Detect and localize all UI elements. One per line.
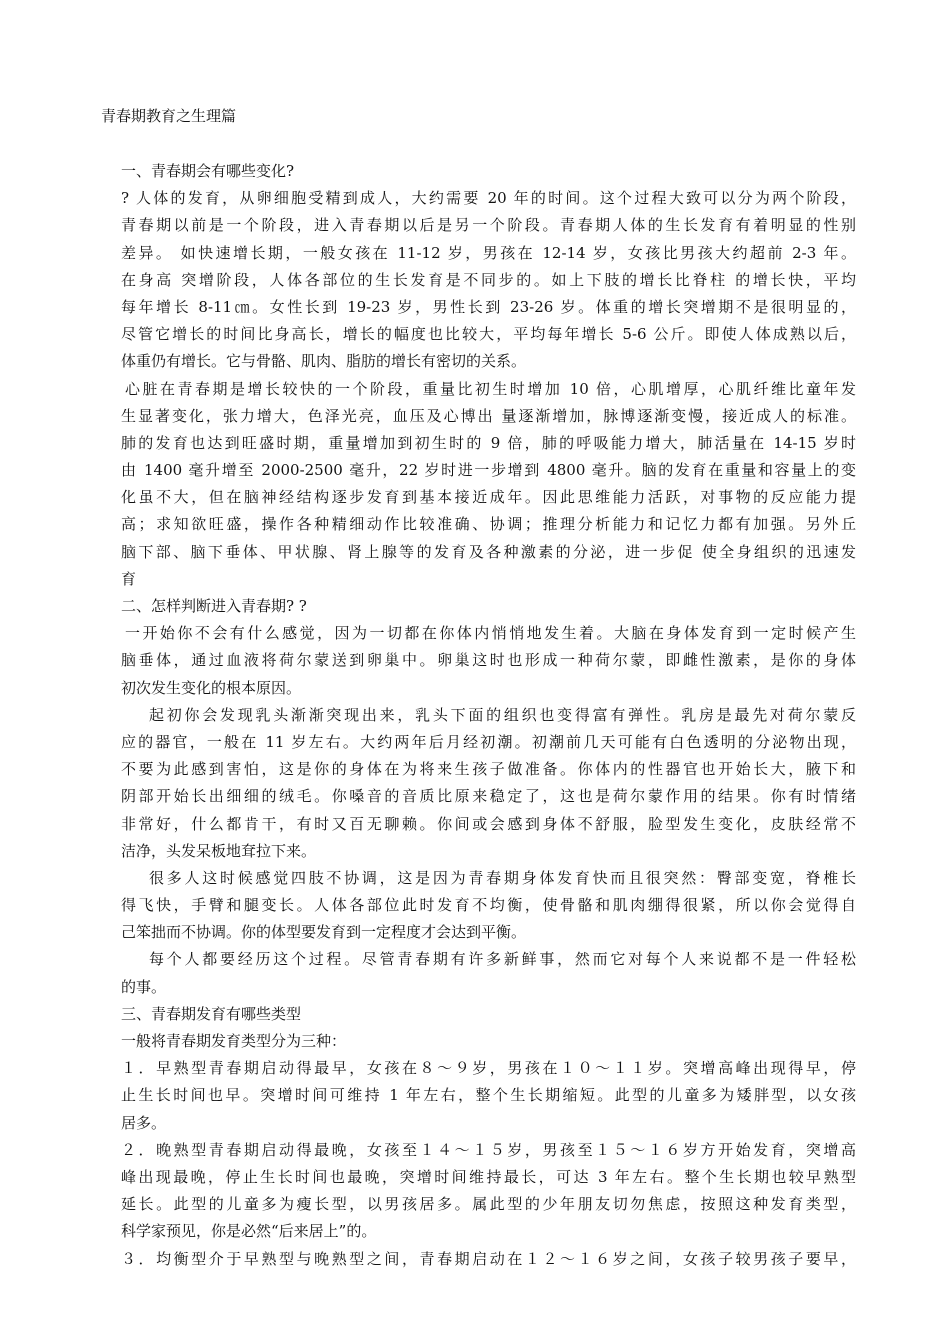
text-line: 得飞快，手臂和腿变长。人体各部位此时发育不均衡，使骨骼和肌肉绷得很紧，所以你会觉得自: [121, 896, 856, 915]
text-line: ３．均衡型介于早熟型与晚熟型之间，青春期启动在１２～１６岁之间，女孩子较男孩子要早，: [121, 1249, 856, 1268]
text-line: 由 1400 毫升增至 2000-2500 毫升，22 岁时进一步增到 4800 毫升。脑的发育在重量和容量上的变: [121, 461, 856, 480]
section-heading: 三、青春期发育有哪些类型: [121, 1004, 302, 1023]
text-line: 脑垂体，通过血液将荷尔蒙送到卵巢中。卵巢这时也形成一种荷尔蒙，即雌性激素，是你的身体: [121, 651, 856, 670]
text-line: 初次发生变化的根本原因。: [121, 678, 302, 697]
text-line: 己笨拙而不协调。你的体型要发育到一定程度才会达到平衡。: [121, 923, 527, 942]
document-title: 青春期教育之生理篇: [101, 107, 237, 125]
text-line: 不要为此感到害怕，这是你的身体在为将来生孩子做准备。你体内的性器官也开始长大，腋下和: [121, 760, 856, 779]
text-line: 青春期以前是一个阶段，进入青春期以后是另一个阶段。青春期人体的生长发育有着明显的性别: [121, 216, 856, 235]
text-line: 止生长时间也早。突增时间可维持 1 年左右，整个生长期缩短。此型的儿童多为矮胖型，以女孩: [121, 1086, 856, 1105]
text-line: 非常好，什么都肯干，有时又百无聊赖。你间或会感到身体不舒服，脸型发生变化，皮肤经常不: [121, 814, 856, 833]
text-line: 尽管它增长的时间比身高长，增长的幅度也比较大，平均每年增长 5-6 公斤。即使人体成熟以后，: [121, 325, 856, 344]
text-line: 体重仍有增长。它与骨骼、肌肉、脂肪的增长有密切的关系。: [121, 352, 527, 371]
text-line: 应的器官，一般在 11 岁左右。大约两年后月经初潮。初潮前几天可能有白色透明的分泌物出现，: [121, 732, 856, 751]
text-line: 科学家预见，你是必然“后来居上”的。: [121, 1222, 377, 1241]
text-line: 居多。: [121, 1113, 167, 1132]
text-line: 育: [121, 569, 137, 588]
text-line: １．早熟型青春期启动得最早，女孩在８～９岁，男孩在１０～１１岁。突增高峰出现得早，停: [121, 1059, 856, 1078]
text-line: 洁净，头发呆板地耷拉下来。: [121, 841, 317, 860]
text-line: ? 人体的发育，从卵细胞受精到成人，大约需要 20 年的时间。这个过程大致可以分为两个阶段，: [121, 189, 856, 208]
text-line: 一开始你不会有什么感觉，因为一切都在你体内悄悄地发生着。大脑在身体发育到一定时候产生: [125, 624, 856, 643]
text-line: 化虽不大，但在脑神经结构逐步发育到基本接近成年。因此思维能力活跃，对事物的反应能力提: [121, 488, 856, 507]
section-heading: 二、怎样判断进入青春期? ?: [121, 597, 307, 615]
text-line: 心脏在青春期是增长较快的一个阶段，重量比初生时增加 10 倍，心肌增厚，心肌纤维比童年发: [125, 379, 856, 398]
section-heading: 一、青春期会有哪些变化?: [121, 162, 295, 180]
text-line: 肺的发育也达到旺盛时期，重量增加到初生时的 9 倍，肺的呼吸能力增大，肺活量在 14-15 岁时: [121, 433, 856, 452]
text-line: 生显著变化，张力增大，色泽光亮，血压及心博出 量逐渐增加，脉博逐渐变慢，接近成人的标准。: [121, 406, 856, 425]
text-line: 峰出现最晚，停止生长时间也最晚，突增时间维持最长，可达 3 年左右。整个生长期也较早熟型: [121, 1167, 856, 1186]
text-line: 延长。此型的儿童多为瘦长型，以男孩居多。属此型的少年朋友切勿焦虑，按照这种发育类型，: [121, 1195, 856, 1214]
text-line: 在身高 突增阶段，人体各部位的生长发育是不同步的。如上下肢的增长比脊柱 的增长快，平均: [121, 270, 856, 289]
text-line: 高；求知欲旺盛，操作各种精细动作比较准确、协调；推理分析能力和记忆力都有加强。另外丘: [121, 515, 856, 534]
text-line: 差异。 如快速增长期，一般女孩在 11-12 岁，男孩在 12-14 岁，女孩比男孩大约超前 2-3 年。: [121, 243, 856, 262]
text-line: 很多人这时候感觉四肢不协调，这是因为青春期身体发育快而且很突然：臀部变宽，脊椎长: [149, 868, 856, 887]
document-body: [121, 158, 856, 1273]
text-line: 每个人都要经历这个过程。尽管青春期有许多新鲜事，然而它对每个人来说都不是一件轻松: [149, 950, 856, 969]
text-line: 起初你会发现乳头渐渐突现出来，乳头下面的组织也变得富有弹性。乳房是最先对荷尔蒙反: [149, 705, 856, 724]
text-line: 一般将青春期发育类型分为三种：: [121, 1032, 347, 1050]
text-line: 阴部开始长出细细的绒毛。你嗓音的音质比原来稳定了，这也是荷尔蒙作用的结果。你有时情绪: [121, 787, 856, 806]
text-line: 每年增长 8-11㎝。女性长到 19-23 岁，男性长到 23-26 岁。体重的增长突增期不是很明显的，: [121, 297, 856, 316]
text-line: ２．晚熟型青春期启动得最晚，女孩至１４～１５岁，男孩至１５～１６岁方开始发育，突增高: [121, 1140, 856, 1159]
text-line: 脑下部、脑下垂体、甲状腺、肾上腺等的发育及各种激素的分泌，进一步促 使全身组织的迅速发: [121, 542, 856, 561]
text-line: 的事。: [121, 977, 167, 996]
